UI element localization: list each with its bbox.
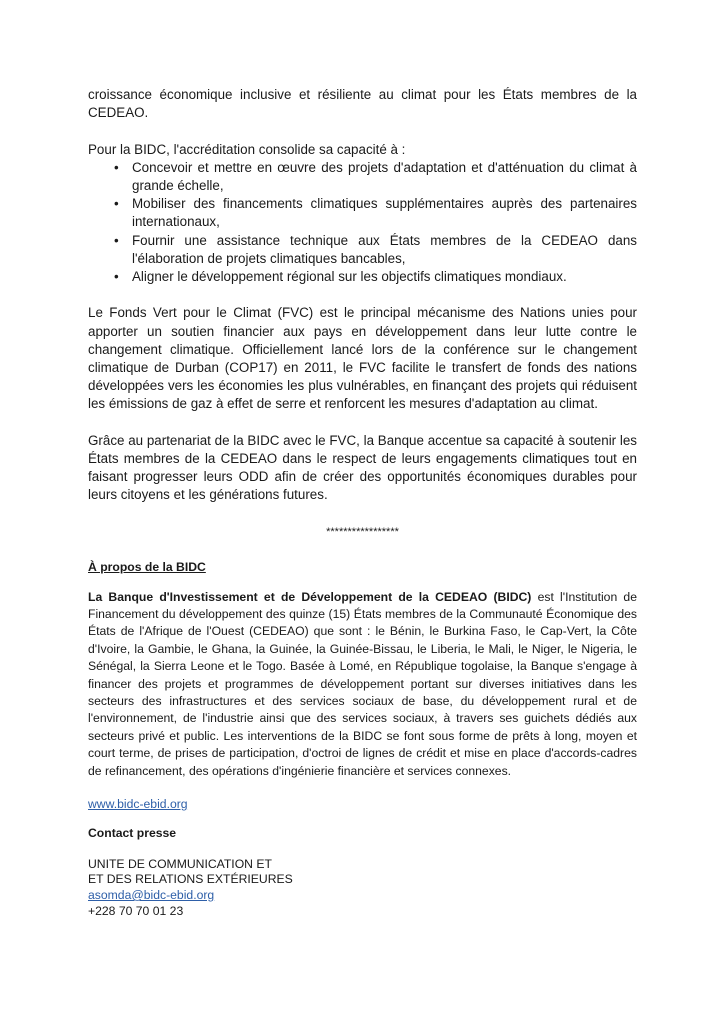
document-page (88, 86, 637, 919)
contact-email-link[interactable]: asomda@bidc-ebid.org (88, 888, 215, 903)
accreditation-lead: Pour la BIDC, l'accréditation consolide sa capacité à : (88, 141, 406, 157)
bullet-icon: • (114, 232, 119, 248)
about-body: est l'Institution de Financement du développement des quinze (15) États membres de la Communauté Économique des États de l'Afrique de l'Ouest (CEDEAO) que sont : le Bénin, le Burkina Faso, le Cap-Vert, la Côte d'Ivoire, la Gambie, le Ghana, la Guinée, la Guinée-Bissau, le Liberia, le Mali, le Niger, le Nigeria, le Sénégal, la Sierra Leone et le Togo. Basée à Lomé, en République togolaise, la Banque s'engage à financer des projets et programmes de développement portant sur diverses initiatives dans les secteurs des infrastructures et des services sociaux de base, du développement rural et de l'environnement, de l'industrie ainsi que des services sociaux, à travers ses guichets dédiés aux secteurs privé et public. Les interventions de la BIDC se font sous forme de prêts à long, moyen et court terme, de prises de participation, d'octroi de lignes de crédit et mise en place d'accords-cadres de refinancement, des opérations d'ingénierie financière et services connexes. (88, 589, 637, 778)
about-bold-lead: La Banque d'Investissement et de Développement de la CEDEAO (BIDC) (88, 589, 532, 604)
contact-unit-line1: UNITE DE COMMUNICATION ET (88, 856, 272, 871)
capabilities-list (88, 159, 637, 286)
contact-heading: Contact presse (88, 826, 177, 841)
intro-continuation: croissance économique inclusive et résiliente au climat pour les États membres de la CEDEAO. (88, 87, 637, 121)
bullet-icon: • (114, 159, 119, 175)
contact-phone: +228 70 70 01 23 (88, 903, 184, 918)
fvc-paragraph: Le Fonds Vert pour le Climat (FVC) est le principal mécanisme des Nations unies pour apporter un soutien financier aux pays en développement dans leur lutte contre le changement climatique. Officiellement lancé lors de la conférence sur le changement climatique de Durban (COP17) en 2011, le FVC facilite le transfert de fonds des nations développées vers les économies les plus vulnérables, en finançant des projets qui réduisent les émissions de gaz à effet de serre et renforcent les mesures d'adaptation au climat. (88, 305, 637, 412)
website-link[interactable]: www.bidc-ebid.org (88, 797, 188, 812)
partnership-paragraph: Grâce au partenariat de la BIDC avec le FVC, la Banque accentue sa capacité à soutenir les États membres de la CEDEAO dans le respect de leurs engagements climatiques tout en faisant progresser leurs ODD afin de créer des opportunités économiques durables pour leurs citoyens et les générations futures. (88, 432, 637, 503)
section-separator: ***************** (326, 525, 399, 538)
list-item: • Fournir une assistance technique aux États membres de la CEDEAO dans l'élaboration de projets climatiques bancables, (114, 232, 637, 266)
list-item: • Aligner le développement régional sur les objectifs climatiques mondiaux. (88, 268, 637, 286)
about-paragraph (88, 589, 637, 780)
about-heading: À propos de la BIDC (88, 560, 206, 575)
contact-unit-line2: ET DES RELATIONS EXTÉRIEURES (88, 872, 293, 887)
contact-block (88, 857, 637, 919)
bullet-icon: • (114, 269, 119, 285)
bullet-icon: • (114, 196, 119, 212)
list-item: • Mobiliser des financements climatiques supplémentaires auprès des partenaires internationaux, (114, 196, 637, 230)
list-item: • Concevoir et mettre en œuvre des projets d'adaptation et d'atténuation du climat à grande échelle, (114, 159, 637, 193)
